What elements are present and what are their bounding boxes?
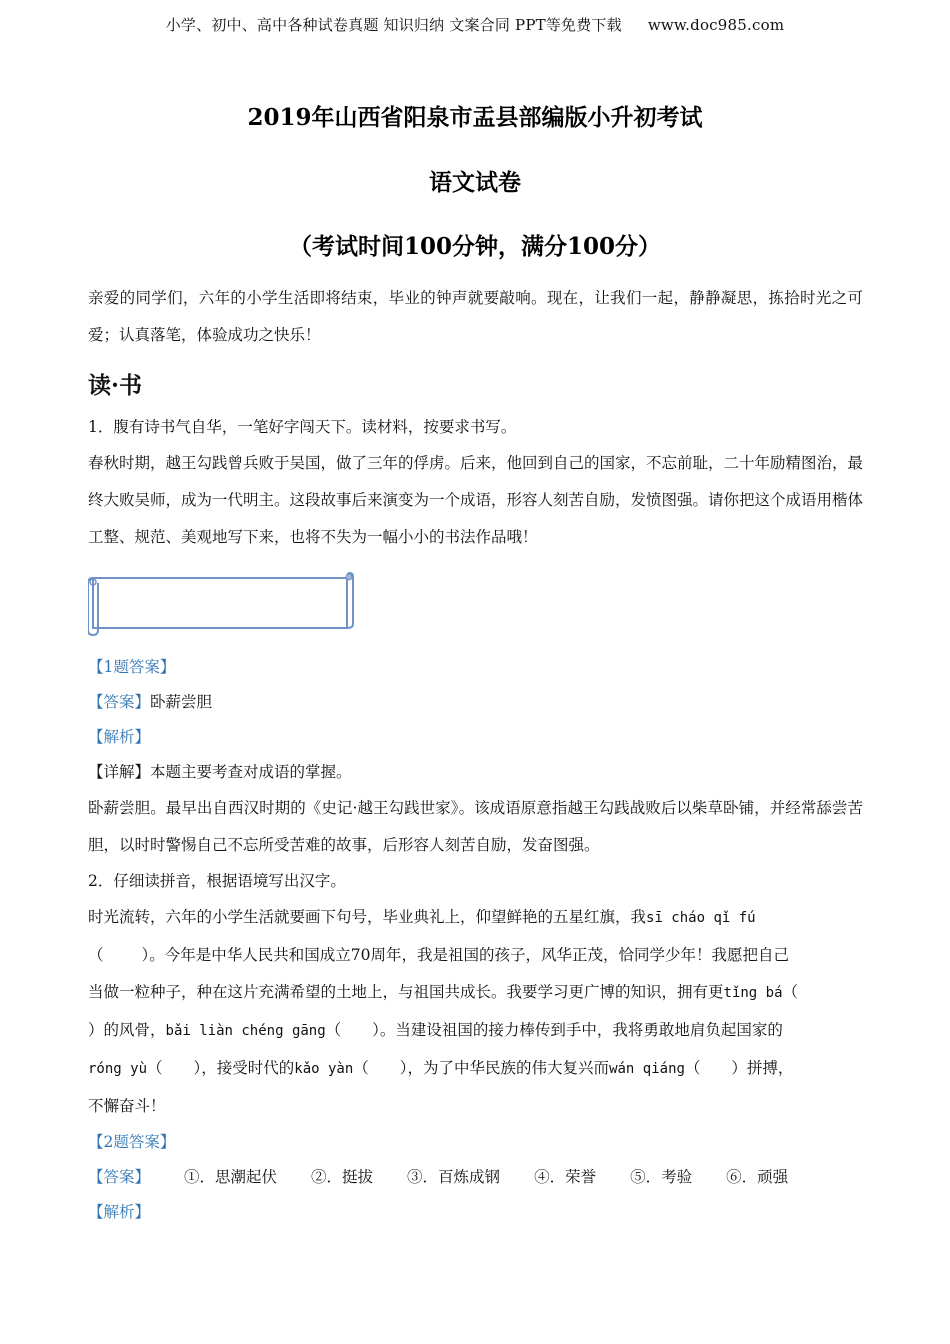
detail-label: 【详解】	[88, 763, 151, 781]
answer-label: 【答案】	[88, 693, 151, 711]
exam-content	[88, 280, 863, 1230]
q2-pinyin-6: wán qiáng	[609, 1061, 685, 1077]
q2-answer-item: ③．百炼成钢	[407, 1168, 501, 1186]
header-site-link[interactable]: www.doc985.com	[647, 16, 785, 34]
intro-paragraph: 亲爱的同学们，六年的小学生活即将结束，毕业的钟声就要敲响。现在，让我们一起，静静凝思，拣拾时光之可爱；认真落笔，体验成功之快乐！	[88, 289, 863, 344]
q2-passage	[88, 899, 863, 1125]
q2-text-3: 当做一粒种子，种在这片充满希望的土地上，与祖国共成长。我要学习更广博的知识，拥有更	[88, 983, 724, 1001]
q2-text-1: 时光流转，六年的小学生活就要画下句号，毕业典礼上，仰望鲜艳的五星红旗，我	[88, 908, 647, 926]
q2-answer-row	[88, 1160, 863, 1195]
q2-pinyin-3: bǎi liàn chéng gāng	[165, 1023, 326, 1039]
q2-text-5: （ ），接受时代的	[147, 1059, 295, 1077]
q2-text-6: 不懈奋斗！	[88, 1097, 166, 1115]
q2-text-5c: （ ）拼搏，	[684, 1059, 794, 1077]
q1-prompt: 1．腹有诗书气自华，一笔好字闯天下。读材料，按要求书写。	[88, 418, 517, 436]
exam-subject: 语文试卷	[429, 169, 521, 196]
q2-prompt: 2．仔细读拼音，根据语境写出汉字。	[88, 872, 346, 890]
answer-label: 【答案】	[88, 1168, 151, 1186]
page-header	[0, 14, 950, 35]
q1-explanation: 卧薪尝胆。最早出自西汉时期的《史记·越王勾践世家》。该成语原意指越王勾践战败后以柴草卧铺，并经常舔尝苦胆，以时时警惕自己不忘所受苦难的故事，后形容人刻苦自励，发奋图强。	[88, 799, 863, 854]
q2-answer-tag: 【2题答案】	[88, 1133, 176, 1151]
q2-text-3b: （	[782, 983, 799, 1001]
q2-pinyin-1: sī cháo qǐ fú	[646, 910, 756, 926]
q2-answer-item: ⑤．考验	[630, 1168, 693, 1186]
q2-answer-item: ②．挺拔	[311, 1168, 374, 1186]
scroll-icon	[88, 572, 354, 638]
q1-answer-text: 卧薪尝胆	[150, 693, 213, 711]
q2-answer-item: ④．荣誉	[534, 1168, 597, 1186]
header-text: 小学、初中、高中各种试卷真题 知识归纳 文案合同 PPT等免费下载	[165, 16, 622, 34]
q2-answer-item: ①．思潮起伏	[184, 1168, 278, 1186]
q1-answer	[88, 685, 863, 720]
q1-detail	[88, 755, 863, 790]
q1-analysis-label: 【解析】	[88, 728, 151, 746]
q2-text-4b: （ ）。当建设祖国的接力棒传到手中，我将勇敢地肩负起国家的	[325, 1021, 783, 1039]
q2-pinyin-2: tǐng bá	[723, 985, 783, 1001]
q2-text-5b: （ ），为了中华民族的伟大复兴而	[353, 1059, 610, 1077]
q2-answer-item: ⑥．顽强	[726, 1168, 789, 1186]
q2-pinyin-5: kǎo yàn	[294, 1061, 354, 1077]
q2-pinyin-4: róng yù	[88, 1061, 148, 1077]
q2-text-4: ）的风骨，	[88, 1021, 166, 1039]
q2-analysis-label: 【解析】	[88, 1203, 151, 1221]
q1-detail-text: 本题主要考查对成语的掌握。	[150, 763, 352, 781]
q2-open-paren: （	[88, 946, 104, 964]
calligraphy-scroll-box	[88, 572, 354, 638]
q1-material: 春秋时期，越王勾践曾兵败于吴国，做了三年的俘虏。后来，他回到自己的国家，不忘前耻，二十年励精图治，最终大败吴师，成为一代明主。这段故事后来演变为一个成语，形容人刻苦自励，发愤图强。请你把这个成语用楷体工整、规范、美观地写下来，也将不失为一幅小小的书法作品哦！	[88, 454, 864, 546]
exam-title: 2019年山西省阳泉市盂县部编版小升初考试	[247, 104, 703, 131]
section-heading: 读·书	[88, 372, 143, 399]
q2-text-2: ）。今年是中华人民共和国成立70周年，我是祖国的孩子，风华正茂，恰同学少年！我愿把自己	[141, 946, 789, 964]
q1-answer-tag: 【1题答案】	[88, 658, 176, 676]
exam-duration: （考试时间100分钟，满分100分）	[288, 233, 662, 260]
